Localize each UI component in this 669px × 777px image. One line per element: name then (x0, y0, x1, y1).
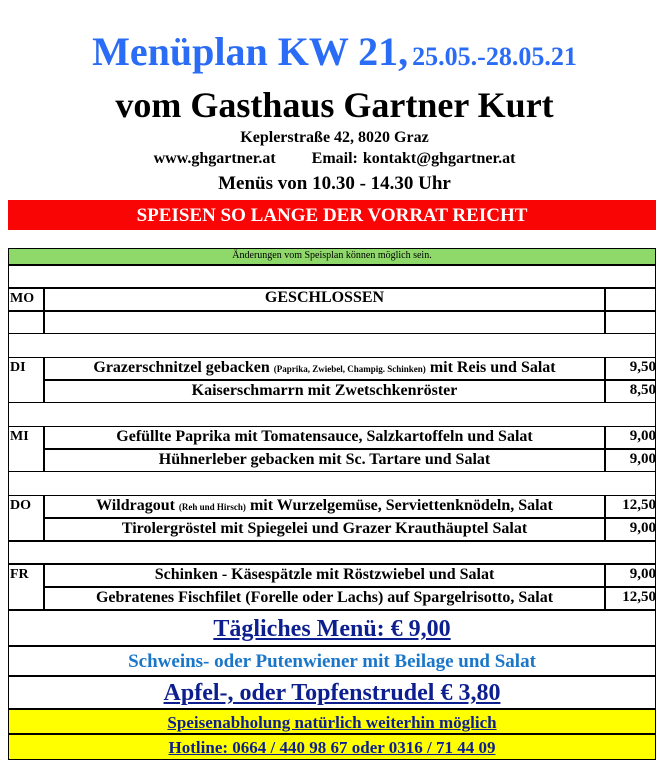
price-cell (605, 311, 656, 334)
email-link[interactable]: Email: kontakt@ghgartner.at (311, 150, 516, 167)
dish-di-2: Kaiserschmarrn mit Zwetschkenröster (191, 382, 458, 399)
spacer-row (8, 472, 656, 495)
price-di-2: 8,50 (629, 382, 656, 398)
day-label-di: DI (10, 360, 26, 375)
day-label-fr: FR (10, 567, 29, 582)
dish-fr-2: Gebratenes Fischfilet (Forelle oder Lachs) auf Spargelrisotto, Salat (95, 589, 554, 606)
day-label-mi: MI (10, 429, 29, 444)
spacer-row (8, 265, 656, 288)
restaurant-name: vom Gasthaus Gartner Kurt (115, 85, 554, 125)
price-fr-2: 12,50 (622, 589, 656, 605)
price-mi-2: 9,00 (629, 451, 656, 467)
spacer-row (8, 403, 656, 426)
price-do-1: 12,50 (622, 497, 656, 513)
dessert-offer[interactable]: Apfel-, oder Topfenstrudel € 3,80 (8, 676, 656, 709)
daily-menu-description: Schweins- oder Putenwiener mit Beilage und Salat (8, 646, 656, 676)
dish-do-2: Tirolergröstel mit Spiegelei und Grazer Krauthäuptel Salat (121, 520, 528, 537)
hotline[interactable]: Hotline: 0664 / 440 98 67 oder 0316 / 71 44 09 (8, 734, 656, 760)
address: Keplerstraße 42, 8020 Graz (240, 129, 429, 146)
price-do-2: 9,00 (629, 520, 656, 536)
changes-notice: Änderungen vom Speisplan können möglich sein. (8, 248, 656, 265)
price-fr-1: 9,00 (629, 566, 656, 582)
closed-label: GESCHLOSSEN (264, 289, 385, 306)
dish-mi-2: Hühnerleber gebacken mit Sc. Tartare und Salat (158, 451, 491, 468)
contact-line (0, 150, 669, 168)
dish-fr-1: Schinken - Käsespätzle mit Röstzwiebel und Salat (154, 566, 495, 583)
dish-mi-1: Gefüllte Paprika mit Tomatensauce, Salzkartoffeln und Salat (116, 428, 533, 445)
price-cell (605, 288, 656, 311)
dish-do-1: Wildragout (Reh und Hirsch) mit Wurzelgemüse, Serviettenknödeln, Salat (96, 497, 553, 514)
day-cell-empty (8, 311, 44, 334)
title-text: Menüplan KW 21, (92, 29, 409, 74)
supply-notice-banner: SPEISEN SO LANGE DER VORRAT REICHT (8, 200, 656, 230)
day-label-mo: MO (10, 291, 35, 306)
daily-menu-title[interactable]: Tägliches Menü: € 9,00 (8, 610, 656, 646)
menu-title (0, 28, 669, 75)
week-dates: 25.05.-28.05.21 (412, 42, 577, 71)
opening-hours: Menüs von 10.30 - 14.30 Uhr (218, 173, 451, 194)
dish-cell (44, 311, 605, 334)
price-mi-1: 9,00 (629, 428, 656, 444)
pickup-notice: Speisenabholung natürlich weiterhin möglich (8, 709, 656, 734)
day-label-do: DO (10, 498, 31, 513)
website-link[interactable]: www.ghgartner.at (153, 150, 276, 167)
spacer-row (8, 334, 656, 357)
price-di-1: 9,50 (629, 359, 656, 375)
spacer-row (8, 541, 656, 564)
dish-di-1: Grazerschnitzel gebacken (Paprika, Zwiebel, Champig. Schinken) mit Reis und Salat (93, 359, 556, 376)
